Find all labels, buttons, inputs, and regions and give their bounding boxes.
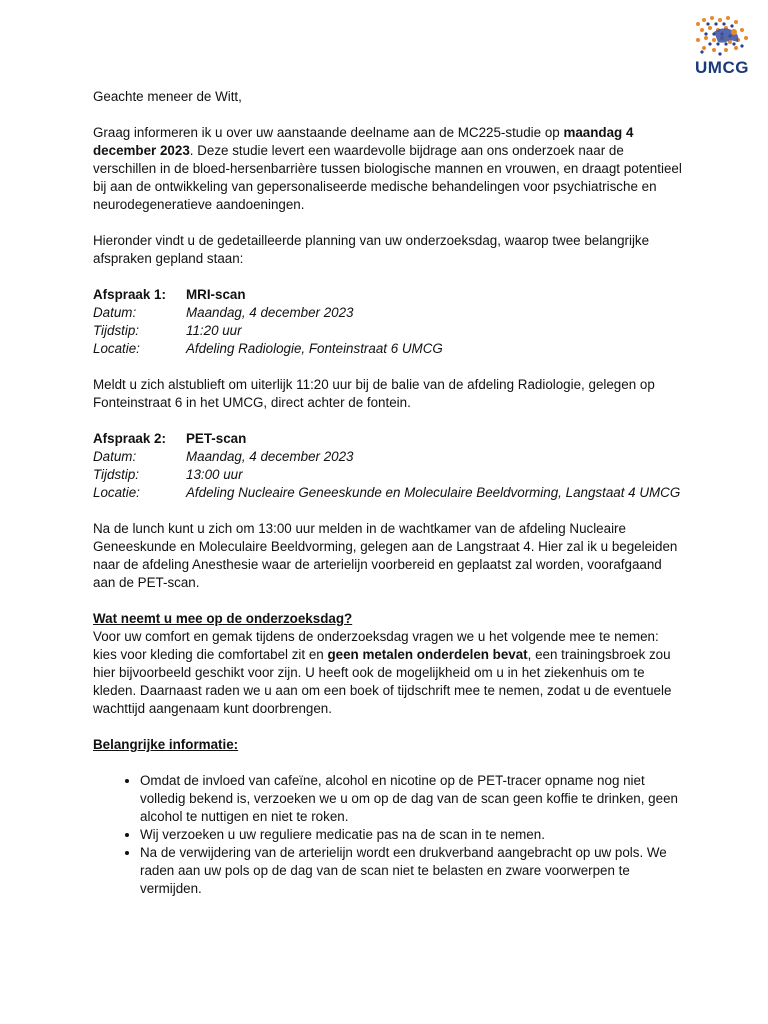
logo-text: UMCG: [695, 58, 749, 77]
appointment-1: [93, 286, 683, 358]
appointment-1-note: Meldt u zich alstublieft om uiterlijk 11:20 uur bij de balie van de afdeling Radiologie, gelegen op Fonteinstraat 6 in het UMCG, direct achter de fontein.: [93, 377, 655, 410]
appointment-2-location: Locatie: Afdeling Nucleaire Geneeskunde en Moleculaire Beeldvorming, Langstaat 4 UMCG: [93, 485, 681, 500]
salutation: Geachte meneer de Witt,: [93, 89, 242, 104]
list-item: • Na de verwijdering van de arterielijn wordt een drukverband aangebracht op uw pols. We raden aan uw pols op de dag van de scan niet te belasten en zware voorwerpen te vermijden.: [140, 844, 683, 898]
intro-paragraph: Graag informeren ik u over uw aanstaande deelname aan de MC225-studie op maandag 4 december 2023. Deze studie levert een waardevolle bijdrage aan ons onderzoek naar de verschillen in de bloed-hersenbarrière tussen biologische mannen en vrouwen, en draagt potentieel bij aan de ontwikkeling van gepersonaliseerde medische behandelingen voor psychiatrische en neurodegeneratieve aandoeningen.: [93, 125, 682, 212]
important-heading: Belangrijke informatie:: [93, 737, 239, 752]
bring-paragraph: Voor uw comfort en gemak tijdens de onderzoeksdag vragen we u het volgende mee te nemen: kies voor kleding die comfortabel zit en geen metalen onderdelen bevat, een trainingsbroek zou hier bijvoorbeeld geschikt voor zijn. U heeft ook de mogelijkheid om u in het ziekenhuis om te kleden. Daarnaast raden we u aan om een boek of tijdschrift mee te nemen, zodat u de eventuele wachttijd aangenaam kunt doorbrengen.: [93, 629, 672, 716]
planning-intro: Hieronder vindt u de gedetailleerde planning van uw onderzoeksdag, waarop twee belangrijke afspraken gepland staan:: [93, 233, 650, 266]
appointment-1-date: Datum: Maandag, 4 december 2023: [93, 305, 354, 320]
bring-heading: Wat neemt u mee op de onderzoeksdag?: [93, 611, 353, 626]
letter-body: [93, 88, 683, 898]
no-metal-emphasis: geen metalen onderdelen bevat: [327, 647, 528, 662]
appointment-2-date: Datum: Maandag, 4 december 2023: [93, 449, 354, 464]
list-item: • Wij verzoeken u uw reguliere medicatie pas na de scan in te nemen.: [140, 826, 683, 844]
list-item: • Omdat de invloed van cafeïne, alcohol en nicotine op de PET-tracer opname nog niet volledig bekend is, verzoeken we u om op de dag van de scan geen koffie te drinken, geen alcohol te nuttigen en niet te roken.: [140, 772, 683, 826]
appointment-1-location: Locatie: Afdeling Radiologie, Fonteinstraat 6 UMCG: [93, 341, 443, 356]
frog-emblem-icon: [684, 10, 760, 60]
study-date: maandag 4 december 2023: [93, 125, 634, 158]
appointment-2-note: Na de lunch kunt u zich om 13:00 uur melden in de wachtkamer van de afdeling Nucleaire Geneeskunde en Moleculaire Beeldvorming, gelegen aan de Langstraat 4. Hier zal ik u begeleiden naar de afdeling Anesthesie waar de arterielijn voorbereid en geplaatst zal worden, voorafgaand aan de PET-scan.: [93, 521, 678, 590]
appointment-1-time: Tijdstip: 11:20 uur: [93, 323, 242, 338]
appointment-2: [93, 430, 683, 502]
appointment-2-heading: Afspraak 2: PET-scan: [93, 431, 247, 446]
umcg-logo: [684, 10, 760, 80]
appointment-1-heading: Afspraak 1: MRI-scan: [93, 287, 246, 302]
important-list: [93, 772, 683, 898]
appointment-2-time: Tijdstip: 13:00 uur: [93, 467, 243, 482]
